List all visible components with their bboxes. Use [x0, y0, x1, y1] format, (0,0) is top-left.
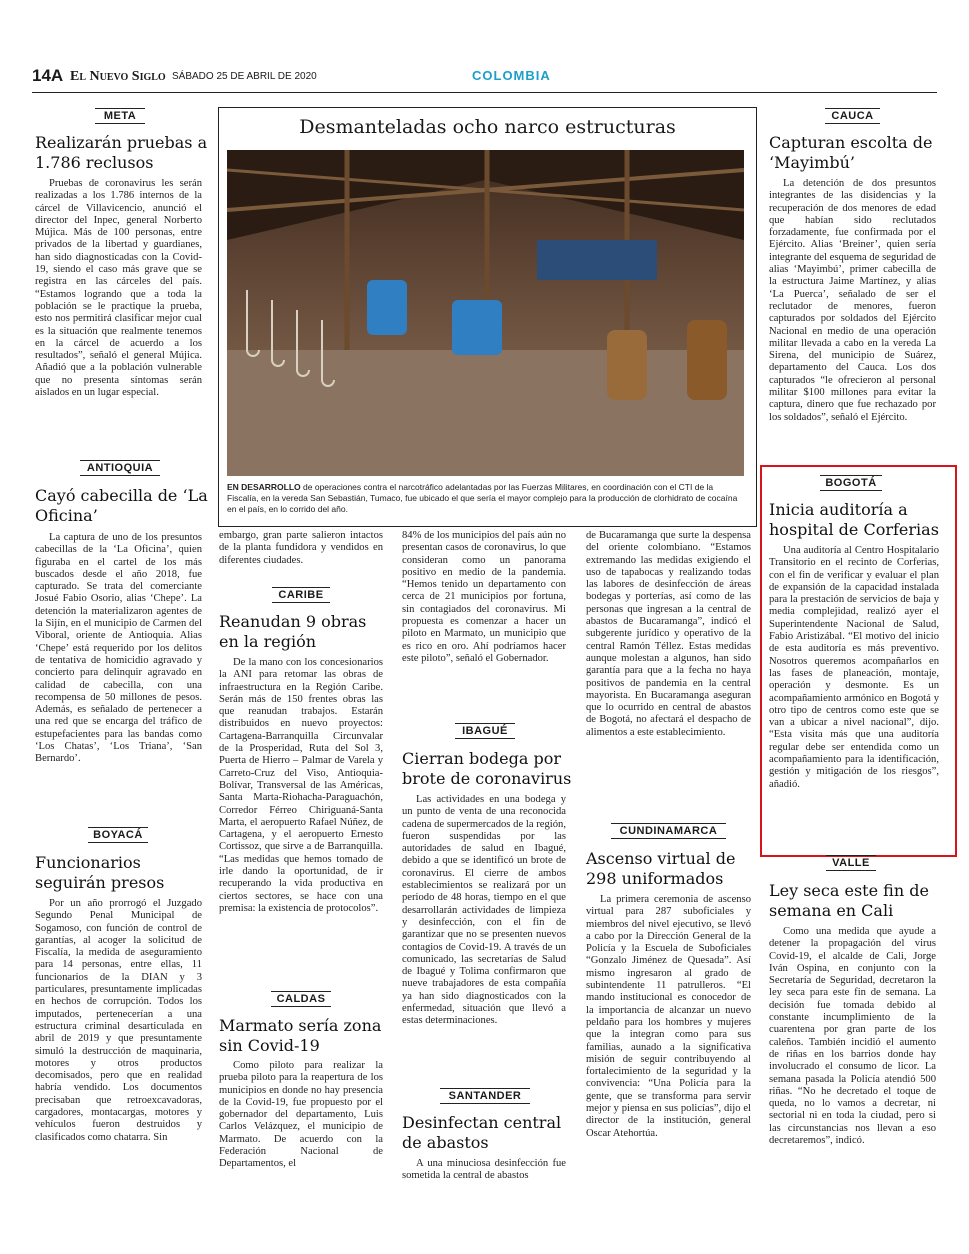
- headline-ibague: Cierran bodega por brote de coronavirus: [402, 749, 572, 788]
- tag-cundinamarca: CUNDINAMARCA: [611, 819, 726, 839]
- section-name: COLOMBIA: [472, 68, 551, 83]
- headline-boyaca: Funcionarios seguirán presos: [35, 853, 165, 892]
- tag-antioquia: ANTIOQUIA: [80, 456, 160, 476]
- tag-caldas: CALDAS: [271, 987, 331, 1007]
- article-bogota: Una auditoría al Centro Hospitalario Transitorio en el recinto de Corferias, con el fin de verificar y evaluar el plan de expansión de la capacidad instalada para la prestación de servicios de baja y media complejidad, realizó ayer el Superintendente Nacional de Salud, Fabio Aristizábal. “El motivo del inicio de esta auditoría es más preventivo. Nosotros queremos acompañarlos en las fases de planeación, montaje, operación y desmonte. Es un acompañamiento armónico en Bogotá y otro tipo de centros como este que se van a ubicar a nivel nacional”, dijo. “Esta visita más que una auditoría regular debe ser entendida como un acompañamiento para la identificación, gestión y mitigación de los riesgos”, añadió.: [769, 545, 939, 790]
- headline-santander: Desinfectan central de abastos: [402, 1113, 562, 1152]
- headline-cundinamarca: Ascenso virtual de 298 uniformados: [586, 849, 736, 888]
- article-santander-continued: de Bucaramanga que surte la despensa del oriente colombiano. “Estamos extremando las medidas exigiendo el uso de tapabocas y realizando todas las labores de desinfección de áreas bodegas y porterías, así como de las personas que ingresan a la central de abastos de Bucaramanga”, indicó el subgerente jurídico y operativo de la central Ramón Téllez. Estas medidas aunque molestan a algunos, han sido garantía para que a la fecha no haya positivos de pandemia en la central mayorista. En Bucaramanga aseguran que lo ocurrido en central de abastos de Bogotá, no afectará el despacho de alimentos a este establecimiento.: [586, 530, 751, 738]
- tag-bogota: BOGOTÁ: [820, 471, 882, 491]
- tag-boyaca: BOYACÁ: [88, 823, 148, 843]
- tag-caribe: CARIBE: [272, 583, 330, 603]
- article-antioquia: La captura de uno de los presuntos cabecillas de la ‘La Oficina’, quien figuraba en el cartel de los más buscados desde el año 2018, fue capturado. Se trata del comerciante Josué Fabio Osorio, alias ‘Chepe’. La detención la materializaron agentes de la Sijín, en el municipio de Carmen del Viboral, oriente de Antioquia. Alias ‘Chepe’ está requerido por los delitos de tentativa de homicidio agravado y concierto para delinquir agravado en calidad de cabecilla, con una recompensa de 50 millones de pesos. Además, es señalado de pertenecer a una red que se encarga del tráfico de estupefacientes para las bandas como ‘Los Chatas’, ‘Los Triana’, ‘San Bernardo’.: [35, 532, 202, 765]
- article-cundinamarca: La primera ceremonia de ascenso virtual para 287 suboficiales y miembros del nivel ejecutivo, se llevó a cabo por la Dirección General de la Policía y la Escuela de Suboficiales “Gonzalo Jiménez de Quesada”. Así mismo ingresaron al grado de subintendente 11 patrulleros. “El mando institucional es conocedor de la importancia de alcanzar un nuevo peldaño para los hombres y mujeres que la integran como para sus familias, aunado a la significativa misión de seguir contribuyendo al fortalecimiento de la seguridad y la convivencia: “Una Policía para la gente, que se transforma para servir mejor y piensa en sus policías”, dijo el director de la institución, general Oscar Atehortúa.: [586, 894, 751, 1139]
- headline-meta: Realizarán pruebas a 1.786 reclusos: [35, 133, 208, 172]
- drug-lab-photo-illustration: [227, 150, 744, 476]
- article-santander: A una minuciosa desinfección fue sometida la central de abastos: [402, 1158, 566, 1182]
- photo-caption: EN DESARROLLO de operaciones contra el narcotráfico adelantadas por las Fuerzas Militares, en coordinación con el CTI de la Fiscalía, en la vereda San Sebastián, Tumaco, fue ubicado el que sería el mayor complejo para la producción de clorhidrato de cocaína en el país, en lo corrido del año.: [227, 482, 738, 514]
- tag-ibague: IBAGUÉ: [455, 719, 515, 739]
- article-boyaca: Por un año prorrogó el Juzgado Segundo Penal Municipal de Sogamoso, con función de control de garantías, al acoger la solicitud de Fiscalía, la medida de aseguramiento para 14 personas, entre ellas, 11 funcionarios de la DIAN y 3 particulares, presuntamente implicadas en hechos de corrupción. Todos los imputados, pertenecerían a una estructura criminal desarticulada en abril de 2019 y que presuntamente simuló la destrucción de maquinaria, motores y otros productos decomisados, pero que en realidad habría vendido. Los documentos precisaban que retroexcavadoras, cargadores, montacargas, motores y vehículos fueron destruidos y clasificados como chatarra. Sin: [35, 898, 202, 1143]
- article-caldas: Como piloto para realizar la prueba piloto para la reapertura de los municipios en donde no hay presencia de la Covid-19, fue propuesto por el gobernador del departamento, Luis Carlos Velázquez, el municipio de Marmato. De acuerdo con la Federación Nacional de Departamentos, el: [219, 1060, 383, 1170]
- headline-antioquia: Cayó cabecilla de ‘La Oficina’: [35, 486, 208, 525]
- photo-feature: [218, 107, 757, 527]
- article-continued-col3: 84% de los municipios del país aún no presentan casos de coronavirus, lo que consideran como un panorama positivo en medio de la pandemia. “Hemos tenido un departamento con cerca de 21 municipios por fortuna, sin contagiados del coronavirus. Mi propuesta es comenzar a hacer un piloto en Marmato, un municipio que es rico en oro. Ahí podríamos hacer este piloto”, señaló el Gobernador.: [402, 530, 566, 664]
- drug-lab-photo: [227, 150, 744, 476]
- photo-title: Desmanteladas ocho narco estructuras: [299, 116, 676, 138]
- headline-caribe: Reanudan 9 obras en la región: [219, 612, 367, 651]
- tag-meta: META: [95, 104, 145, 124]
- masthead: [32, 66, 937, 93]
- tag-santander: SANTANDER: [440, 1084, 530, 1104]
- article-ibague: Las actividades en una bodega y un punto de venta de una reconocida cadena de supermercados de la región, fueron suspendidas por las autoridades de salud en Ibagué, debido a que se identificó un brote de coronavirus. El cierre de ambos establecimientos se realizará por un periodo de 48 horas, tiempo en el que desarrollarán actividades de limpieza y desinfección, con el fin de garantizar que no se presenten nuevos contagios de Covid-19. A través de un comunicado, las secretarías de Salud de Ibagué y Tolima confirmaron que nueve trabajadores de esta compañía ya han sido diagnosticados con la enfermedad, situación que llevó a estas determinaciones.: [402, 794, 566, 1027]
- tag-cauca: CAUCA: [825, 104, 880, 124]
- issue-date: SÁBADO 25 DE ABRIL DE 2020: [172, 71, 317, 82]
- article-meta: Pruebas de coronavirus les serán realizadas a los 1.786 internos de la cárcel de Villavicencio, anunció el director del Inpec, general Norberto Mújica. Más de 100 personas, entre privados de la libertad y guardianes, han sido diagnosticadas con la Covid-19, siendo el caso más grave que se registra en las cárceles del país. “Estamos logrando que a toda la población se le practique la prueba, esto nos permitirá clasificar mejor cual es la situación que realmente tenemos en la cárcel de acuerdo a los resultados”, señaló el general Mújica. Añadió que a la población vulnerable que no presenta síntomas serán aislados en un lugar especial.: [35, 178, 202, 399]
- page-number: 14A: [32, 66, 64, 85]
- article-caribe: De la mano con los concesionarios la ANI para retomar las obras de infraestructura en la Región Caribe. Serán más de 150 frentes obras las que reanudan trabajos. Estarán distribuidos en nuevo proyectos: Cartagena-Barranquilla Circunvalar de la Prosperidad, Ruta del Sol 3, Puerta de Hierro – Palmar de Varela y Carreto-Cruz del Viso, Antioquia-Bolívar, Transversal de las Américas, Santa Marta-Riohacha-Paraguachón, Corredor Férreo Chiriguaná-Santa Marta, el aeropuerto Rafael Núñez, de Cartagena, y el aeropuerto Ernesto Cortissoz, que sirve a de Barranquilla. “Las medidas que hemos tomado de irle dando la oportunidad, de ir recuperando la vida productiva en ciertos sectores, se hace con una premisa: la existencia de protocolos”.: [219, 657, 383, 914]
- tag-valle: VALLE: [826, 851, 876, 871]
- article-valle: Como una medida que ayude a detener la propagación del virus Covid-19, el alcalde de Cali, Jorge Iván Ospina, en conjunto con la Secretaría de Seguridad, decretaron la ley seca para este fin de semana. La decisión fue tomada debido al constante incumplimiento de la cuarentena por gran parte de los caleños. También incidió el aumento de riñas en los barrios donde hay involucrado el consumo de licor. La semana pasada la Policía atendió 500 riñas. “No he decretado el toque de queda, no lo vamos a decretar, ni sectorial ni en toda la ciudad, pero si las circunstancias nos llevan a eso decretaremos”, indicó.: [769, 926, 936, 1147]
- article-cauca: La detención de dos presuntos integrantes de las disidencias y la recuperación de dos menores de edad que habían sido reclutados forzadamente, fue confirmada por el Ejército. Alias ‘Breiner’, quien sería integrante del esquema de seguridad de alias ‘Mayimbú’, primer cabecilla de la estructura Jaime Martínez, y alias ‘La Puerca’, señalado de ser el reclutador de menores, fueron capturados por soldados del Ejército Nacional en medio de una operación militar llevada a cabo en la vereda La Sirena, del municipio de Suárez, departamento del Cauca. Los dos capturados “le ofrecieron al personal militar $100 millones para evitar la captura, dinero que fue rechazado por los soldados”, señaló el Ejército.: [769, 178, 936, 423]
- headline-valle: Ley seca este fin de semana en Cali: [769, 881, 929, 920]
- headline-caldas: Marmato sería zona sin Covid-19: [219, 1016, 382, 1055]
- newspaper-name: El Nuevo Siglo: [70, 69, 166, 84]
- article-caldas-continued: embargo, gran parte salieron intactos de la planta fundidora y vendidos en diferentes ciudades.: [219, 530, 383, 566]
- headline-cauca: Capturan escolta de ‘Mayimbú’: [769, 133, 933, 172]
- headline-bogota: Inicia auditoría a hospital de Corferias: [769, 500, 939, 539]
